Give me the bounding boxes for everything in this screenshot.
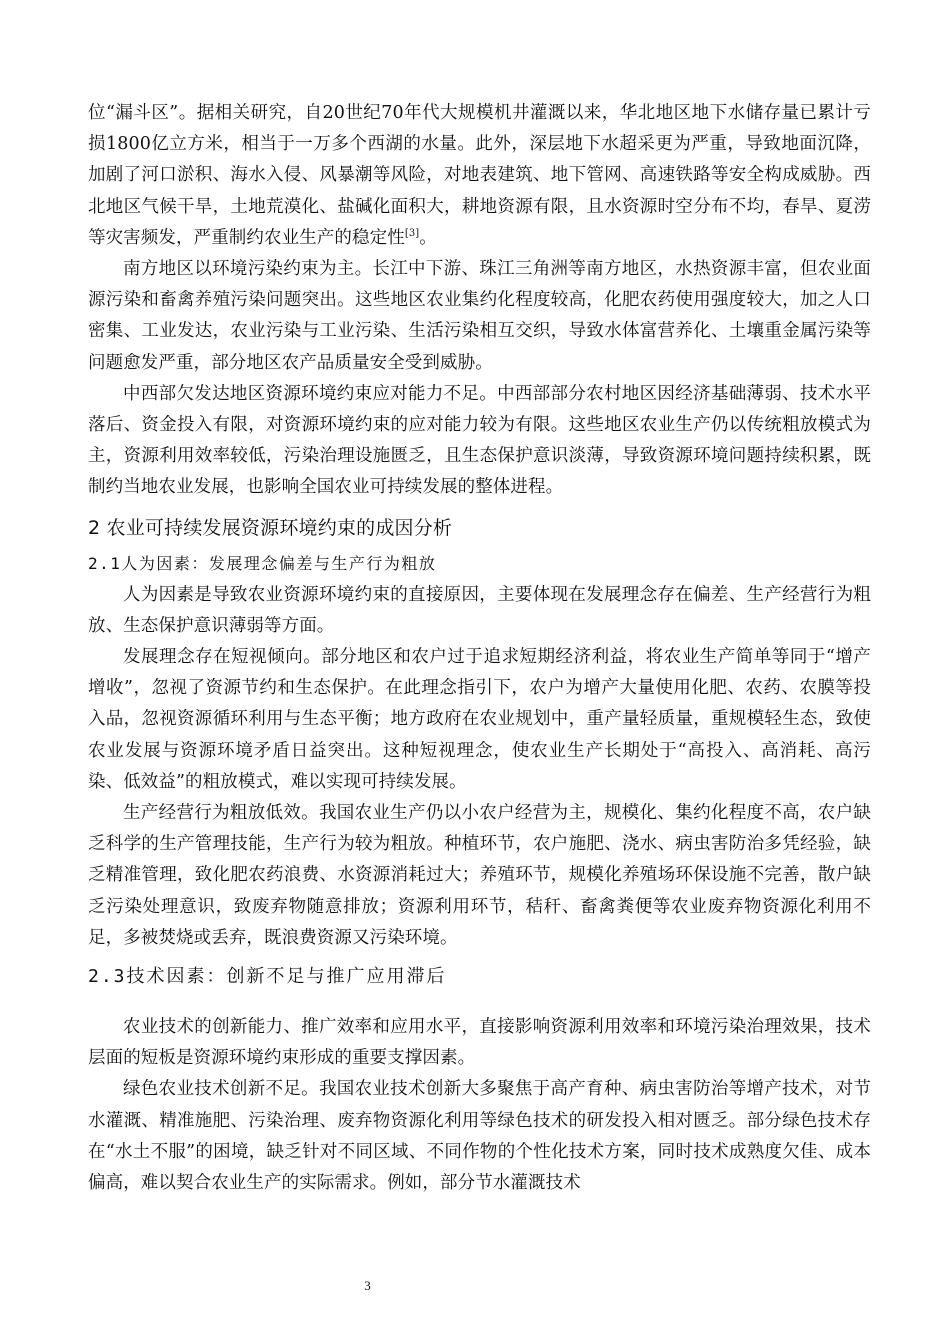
- citation-reference: [3]: [404, 227, 420, 239]
- paragraph-north-water-shortage: [88, 98, 871, 254]
- paragraph-end: 。: [419, 227, 437, 248]
- page-content: [88, 98, 871, 1199]
- paragraph-south-pollution: 南方地区以环境污染约束为主。长江中下游、珠江三角洲等南方地区，水热资源丰富，但农业面源污染和畜禽养殖污染问题突出。这些地区农业集约化程度较高，化肥农药使用强度较大，加之人口密集、工业发达，农业污染与工业污染、生活污染相互交织，导致水体富营养化、土壤重金属污染等问题愈发严重，部分地区农产品质量安全受到威胁。: [88, 259, 871, 373]
- paragraph-extensive-production: 生产经营行为粗放低效。我国农业生产仍以小农户经营为主，规模化、集约化程度不高，农户缺乏科学的生产管理技能，生产行为较为粗放。种植环节，农户施肥、浇水、病虫害防治多凭经验，缺乏精准管理，致化肥农药浪费、水资源消耗过大；养殖环节，规模化养殖场环保设施不完善，散户缺乏污染处理意识，致废弃物随意排放；资源利用环节，秸秆、畜禽粪便等农业废弃物资源化利用不足，多被焚烧或丢弃，既浪费资源又污染环境。: [88, 803, 871, 948]
- paragraph-text: 位“漏斗区”。据相关研究，自20世纪70年代大规模机井灌溉以来，华北地区地下水储存量已累计亏损1800亿立方米，相当于一万多个西湖的水量。此外，深层地下水超采更为严重，导致地面沉降，加剧了河口淤积、海水入侵、风暴潮等风险，对地表建筑、地下管网、高速铁路等安全构成威胁。西北地区气候干旱，土地荒漠化、盐碱化面积大，耕地资源有限，且水资源时空分布不均，春旱、夏涝等灾害频发，严重制约农业生产的稳定性: [88, 103, 871, 248]
- paragraph-green-innovation: 绿色农业技术创新不足。我国农业技术创新大多聚焦于高产育种、病虫害防治等增产技术，对节水灌溉、精准施肥、污染治理、废弃物资源化利用等绿色技术的研发投入相对匮乏。部分绿色技术存在“水土不服”的困境，缺乏针对不同区域、不同作物的个性化技术方案，同时技术成熟度欠佳、成本偏高，难以契合农业生产的实际需求。例如，部分节水灌溉技术: [88, 1079, 871, 1194]
- paragraph-central-west-capacity: 中西部欠发达地区资源环境约束应对能力不足。中西部部分农村地区因经济基础薄弱、技术水平落后、资金投入有限，对资源环境约束的应对能力较为有限。这些地区农业生产仍以传统粗放模式为主，资源利用效率较低，污染治理设施匮乏，且生态保护意识淡薄，导致资源环境问题持续积累，既制约当地农业发展，也影响全国农业可持续发展的整体进程。: [88, 383, 871, 498]
- subsection-heading-2-1: 2.1人为因素：发展理念偏差与生产行为粗放: [88, 553, 437, 573]
- paragraph-technology-intro: 农业技术的创新能力、推广效率和应用水平，直接影响资源利用效率和环境污染治理效果，技术层面的短板是资源环境约束形成的重要支撑因素。: [88, 1017, 871, 1069]
- subsection-heading-2-3: 2.3技术因素：创新不足与推广应用滞后: [88, 966, 447, 988]
- page-number: 3: [364, 1278, 371, 1293]
- paragraph-human-factors-intro: 人为因素是导致农业资源环境约束的直接原因，主要体现在发展理念存在偏差、生产经营行为粗放、生态保护意识薄弱等方面。: [88, 584, 871, 636]
- paragraph-short-sighted-concept: 发展理念存在短视倾向。部分地区和农户过于追求短期经济利益，将农业生产简单等同于“增产增收”，忽视了资源节约和生态保护。在此理念指引下，农户为增产大量使用化肥、农药、农膜等投入品，忽视资源循环利用与生态平衡；地方政府在农业规划中，重产量轻质量，重规模轻生态，致使农业发展与资源环境矛盾日益突出。这种短视理念，使农业生产长期处于“高投入、高消耗、高污染、低效益”的粗放模式，难以实现可持续发展。: [88, 647, 871, 792]
- section-heading-2: 2 农业可持续发展资源环境约束的成因分析: [88, 516, 453, 539]
